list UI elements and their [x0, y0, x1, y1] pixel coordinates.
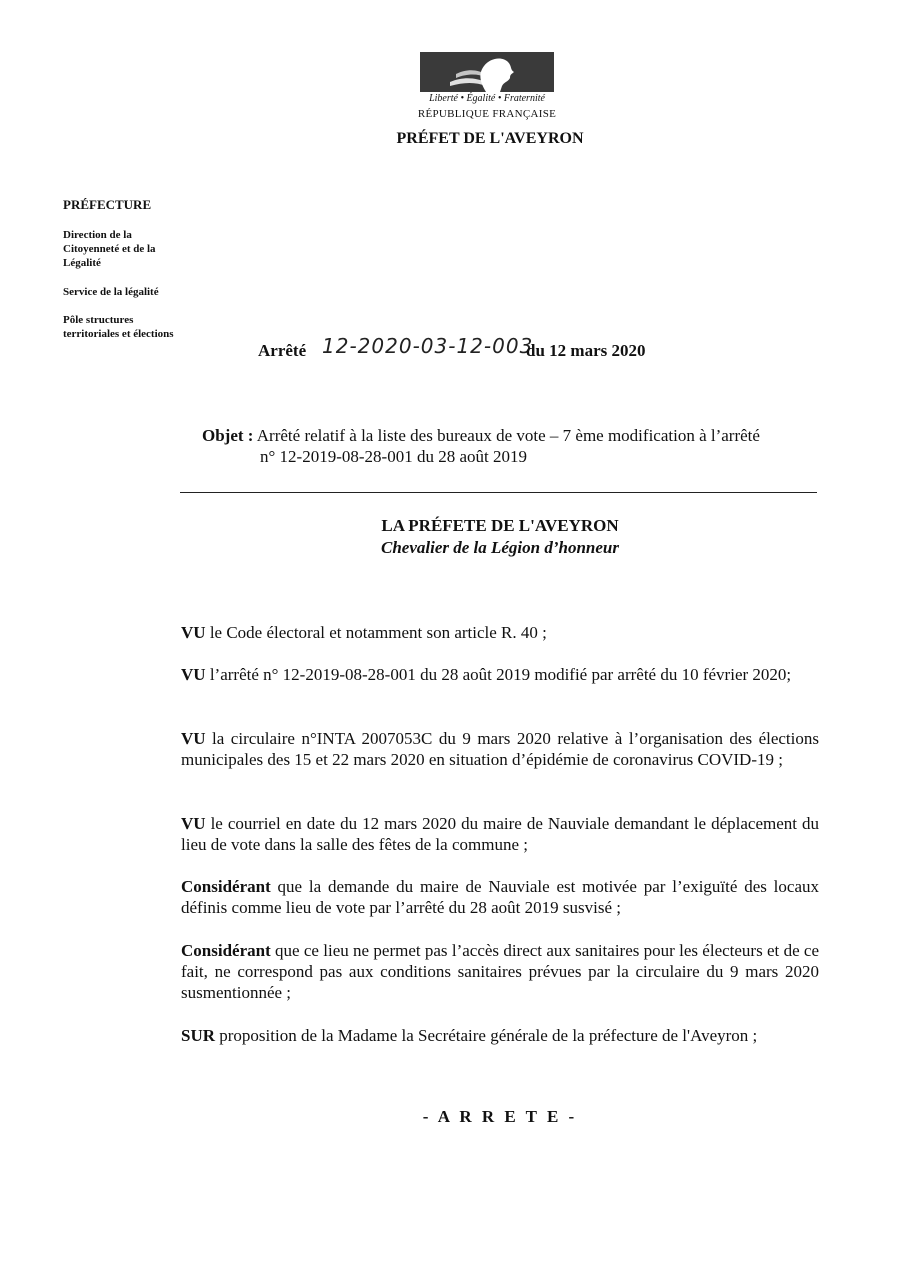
arrete-label: Arrêté	[258, 341, 307, 360]
objet-block	[202, 425, 822, 467]
paragraph-text: proposition de la Madame la Secrétaire générale de la préfecture de l'Aveyron ;	[215, 1026, 758, 1045]
direction-label: Direction de la Citoyenneté et de la Légalité	[63, 229, 156, 269]
objet-line-1: Arrêté relatif à la liste des bureaux de vote – 7 ème modification à l’arrêté	[256, 426, 760, 445]
paragraph-sur	[181, 1025, 819, 1046]
service-label: Service de la légalité	[63, 286, 159, 298]
paragraph-text: le courriel en date du 12 mars 2020 du maire de Nauviale demandant le déplacement du lieu de vote dans la salle des fêtes de la commune ;	[181, 814, 819, 854]
paragraph-vu-3	[181, 728, 819, 770]
pole-label: Pôle structures territoriales et élections	[63, 314, 174, 340]
paragraph-keyword: SUR	[181, 1026, 216, 1045]
paragraph-keyword: VU	[181, 665, 206, 684]
paragraph-text: la circulaire n°INTA 2007053C du 9 mars 2020 relative à l’organisation des élections municipales des 15 et 22 mars 2020 en situation d’épidémie de coronavirus COVID-19 ;	[181, 729, 819, 769]
horizontal-divider	[180, 492, 817, 493]
republique-francaise: RÉPUBLIQUE FRANÇAISE	[417, 108, 557, 120]
paragraph-considerant-1	[181, 876, 819, 918]
marianne-logo	[420, 52, 554, 92]
prefet-title: PRÉFET DE L'AVEYRON	[396, 130, 584, 147]
objet-line-2: n° 12-2019-08-28-001 du 28 août 2019	[260, 447, 527, 466]
paragraph-vu-4	[181, 813, 819, 855]
decision-heading: - A R R E T E -	[422, 1107, 578, 1126]
authority-title: LA PRÉFETE DE L'AVEYRON	[381, 516, 619, 535]
paragraph-vu-2	[181, 664, 819, 685]
paragraph-text: l’arrêté n° 12-2019-08-28-001 du 28 août 2019 modifié par arrêté du 10 février 2020;	[205, 665, 792, 684]
authority-subtitle: Chevalier de la Légion d’honneur	[380, 538, 619, 557]
paragraph-text: le Code électoral et notamment son article R. 40 ;	[205, 623, 547, 642]
paragraph-considerant-2	[181, 940, 819, 1003]
marianne-icon	[420, 52, 554, 92]
prefecture-label: PRÉFECTURE	[63, 197, 152, 212]
arrete-number-handwritten: 12-2020-03-12-003	[322, 334, 534, 358]
arrete-date: du 12 mars 2020	[526, 341, 646, 360]
paragraph-text: que ce lieu ne permet pas l’accès direct aux sanitaires pour les électeurs et de ce fait, ne correspond pas aux conditions sanitaires prévues par la circulaire du 9 mars 2020 susmentionnée ;	[181, 941, 819, 1002]
paragraph-text: que la demande du maire de Nauviale est motivée par l’exiguïté des locaux définis comme lieu de vote par l’arrêté du 28 août 2019 susvisé ;	[181, 877, 819, 917]
paragraph-vu-1	[181, 622, 819, 643]
paragraph-keyword: Considérant	[181, 941, 271, 960]
paragraph-keyword: VU	[181, 623, 206, 642]
objet-label: Objet :	[202, 426, 254, 445]
motto: Liberté • Égalité • Fraternité	[429, 93, 545, 104]
paragraph-keyword: VU	[181, 729, 206, 748]
paragraph-keyword: Considérant	[181, 877, 271, 896]
paragraph-keyword: VU	[181, 814, 206, 833]
